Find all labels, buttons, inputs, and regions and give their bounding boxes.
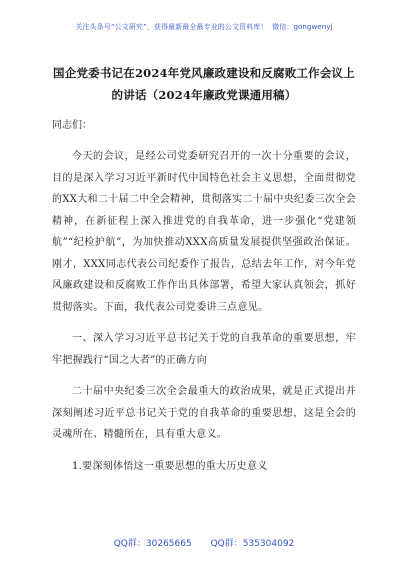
header-part-1: 关注头条号“公文研究” <box>75 23 147 31</box>
paragraph-intro: 今天的会议，是经公司党委研究召开的一次十分重要的会议，目的是深入学习习近平新时代中国特色社会主义思想，全面贯彻党的XX大和二十届二中全会精神，贯彻落实二十届中央纪委三次全会精神，在新征程上深入推进党的自我革命，进一步强化“党建领航”“纪检护航”，为加快推动XXX高质量发展提供坚强政治保证。刚才，XXX同志代表公司纪委作了报告，总结去年工作，对今年党风廉政建设和反腐败工作作出具体部署，希望大家认真领会，抓好贯彻落实。下面，我代表公司党委讲三点意见。 <box>52 151 356 313</box>
footer-qq-group-2: QQ群：535304092 <box>210 539 295 549</box>
document-body <box>52 62 356 487</box>
title-line-1: 国企党委书记在2024年党风廉政建设和反腐败工作会议上 <box>53 66 355 80</box>
subheading-1-1: 1.要深刻体悟这一重要思想的重大历史意义 <box>72 460 268 472</box>
document-title <box>52 62 356 106</box>
salutation: 同志们： <box>52 120 92 131</box>
paragraph-section-1: 二十届中央纪委三次全会最重大的政治成果，就是正式提出并深刻阐述习近平总书记关于党的自我革命的重要思想，这是全会的灵魂所在、精髓所在，具有重大意义。 <box>52 386 356 440</box>
page-footer <box>0 536 408 549</box>
page-header <box>0 0 408 56</box>
header-part-2: ，获得最新最全最专业的公文资料库！ <box>146 23 268 31</box>
header-promo-text <box>0 22 408 32</box>
section-heading-1: 一、深入学习习近平总书记关于党的自我革命的重要思想，牢牢把握践行“国之大者”的正确方向 <box>52 333 356 366</box>
footer-qq-group-1: QQ群：30265665 <box>113 539 192 549</box>
title-line-2: 的讲话（2024年廉政党课通用稿） <box>111 88 297 102</box>
header-wechat: 微信：gongwenyj <box>272 23 333 31</box>
